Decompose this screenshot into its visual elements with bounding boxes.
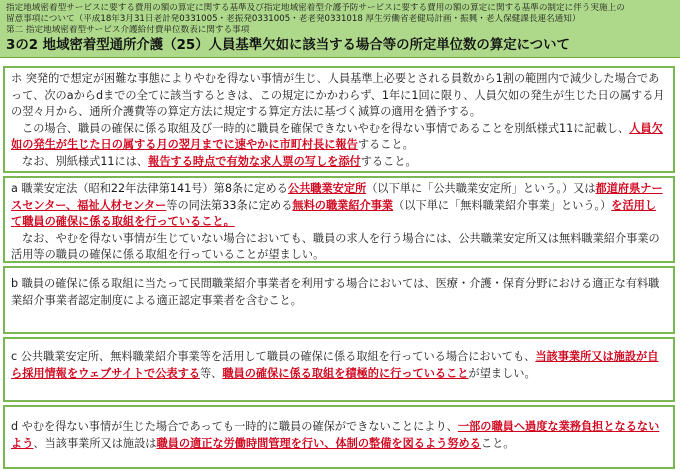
emphasis-text: 無料の職業紹介事業 [292,198,394,212]
item-d-paragraph [11,419,667,452]
text-run: c 公共職業安定所、無料職業紹介事業等を活用して職員の確保に係る取組を行っている場合においても、 [11,350,536,363]
document-header [0,0,680,58]
text-run: a 職業安定法（昭和22年法律第141号）第8条に定める [11,182,288,195]
item-b-paragraph: b 職員の確保に係る取組に当たって民間職業紹介事業者を利用する場合においては、医療・介護・保育分野における適正な有料職業紹介事業者認定制度による適正認定事業者を含むこと。 [11,277,660,307]
header-line-3: 第二 指定地域密着型サービス介護給付費単位数表に関する事項 [6,25,250,35]
text-run: なお、別紙様式11には、 [22,154,149,168]
text-run: 等の同法第33条に定める [166,198,293,212]
header-line-1: 指定地域密着型サービスに要する費用の額の算定に関する基準及び指定地域密着型介護予防サービスに要する費用の額の算定に関する基準の制定に伴う実施上の [6,3,625,13]
emphasis-text: 人員欠如の発生が生じた日の属する月の翌月までに速やかに市町村長に報告 [11,121,663,151]
emphasis-text: を活用して職員の確保に係る取組を行っていること。 [11,198,657,228]
item-ho-attachment-paragraph [11,154,667,171]
emphasis-text: 都道府県ナースセンター、福祉人材センター [11,182,663,212]
text-run: すること。 [357,138,414,151]
text-run: （以下単に「無料職業紹介事業」という。） [393,198,612,212]
item-d-box [3,405,675,469]
item-ho-box [3,66,675,173]
text-run: こと。 [480,436,515,450]
emphasis-text: 報告する時点で有効な求人票の写しを添付 [148,154,361,168]
item-ho-paragraph: ホ 突発的で想定が困難な事態によりやむを得ない事情が生じ、人員基準上必要とされる員数から1割の範囲内で減少した場合であって、次のaからdまでの全てに該当するときは、この規定にかかわらず、1年に1回に限り、人員欠如の発生が生じた日の属する月の翌々月から、通所介護費等の算定方法に規定する算定方法に基づく減算の適用を猶予する。 [11,72,665,118]
emphasis-text: 職員の確保に係る取組を積極的に行っていること [222,366,469,380]
text-run: すること。 [360,154,417,168]
text-run: d やむを得ない事情が生じた場合であっても一時的に職員の確保ができないことにより、 [11,420,458,433]
item-a-box [3,176,675,263]
item-c-box [3,337,675,402]
text-run: この場合、職員の確保に係る取組及び一時的に職員を確保できないやむを得ない事情であることを別紙様式11に記載し、 [22,121,630,135]
emphasis-text: 公共職業安定所 [287,182,367,195]
emphasis-text: 職員の適正な労働時間管理を行い、体制の整備を図るよう努める [156,436,481,450]
emphasis-text: 一部の職員へ過度な業務負担となるないよう [11,420,660,450]
item-ho-report-paragraph [11,121,667,154]
item-b-box [3,266,675,334]
text-run: が望ましい。 [468,366,536,380]
header-line-2: 留意事項について（平成18年3月31日老計発0331005・老振発0331005・老老発0331018 厚生労働省老健局計画・振興・老人保健課長連名通知） [6,14,581,24]
item-a-paragraph [11,181,667,231]
text-run: 等、 [199,366,223,380]
text-run: 、当該事業所又は施設は [33,436,157,450]
text-run: （以下単に「公共職業安定所」という。）又は [366,182,596,195]
section-title: 3の2 地域密着型通所介護（25）人員基準欠如に該当する場合等の所定単位数の算定について [6,38,570,53]
item-c-paragraph [11,349,667,382]
item-a-note-paragraph: なお、やむを得ない事情が生じていない場合においても、職員の求人を行う場合には、公共職業安定所又は無料職業紹介事業の活用等の職員の確保に係る取組を行っていることが望ましい。 [11,231,660,261]
emphasis-text: 当該事業所又は施設が自ら採用情報をウェブサイトで公表する [11,350,659,380]
